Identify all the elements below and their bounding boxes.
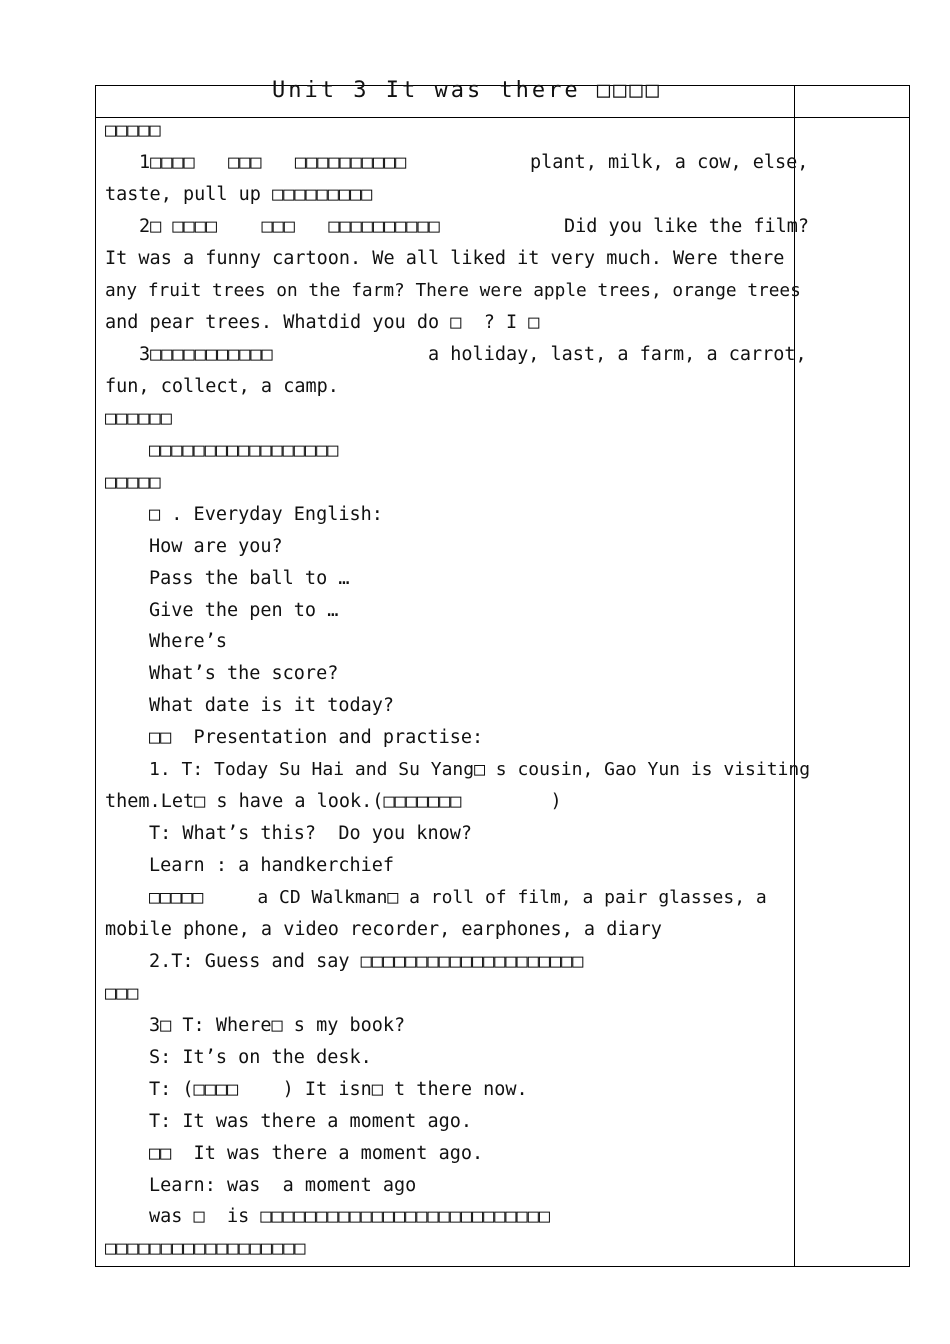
objective-3-words-cont: fun, collect, a camp. — [105, 376, 339, 397]
process-line: T: (□□□□ ) It isn□ t there now. — [149, 1079, 528, 1100]
process-line: them.Let□ s have a look.(□□□□□□□ ) — [105, 791, 562, 812]
process-line: was □ is □□□□□□□□□□□□□□□□□□□□□□□□□□ — [149, 1206, 550, 1227]
objective-3-label: 3□□□□□□□□□□□ — [139, 344, 273, 365]
objective-1-words-cont: taste, pull up □□□□□□□□□ — [105, 184, 373, 205]
objective-2-sentences-line-2: It was a funny cartoon. We all liked it very much. Were there — [105, 248, 785, 269]
process-line: □□ It was there a moment ago. — [149, 1143, 484, 1164]
process-line: Pass the ball to … — [149, 568, 350, 589]
focus-heading: □□□□□□ — [105, 408, 172, 429]
process-line: □□□□□□□□□□□□□□□□□□ — [105, 1238, 306, 1259]
process-line: T: What’s this? Do you know? — [149, 823, 473, 844]
process-line: □ . Everyday English: — [149, 504, 383, 525]
process-heading: □□□□□ — [105, 472, 161, 493]
objective-2-label: 2□ □□□□ □□□ □□□□□□□□□□ — [139, 216, 440, 237]
page-title: Unit 3 It was there □□□□ — [272, 78, 662, 103]
process-line: What’s the score? — [149, 663, 339, 684]
process-line: □□□□□ a CD Walkman□ a roll of film, a pair glasses, a — [149, 887, 767, 908]
process-line: How are you? — [149, 536, 283, 557]
process-line: mobile phone, a video recorder, earphones, a diary — [105, 919, 662, 940]
focus-text: □□□□□□□□□□□□□□□□□ — [149, 440, 339, 461]
process-line: Give the pen to … — [149, 600, 339, 621]
objective-1-label: 1□□□□ □□□ □□□□□□□□□□ — [139, 152, 407, 173]
objective-2-sentences: Did you like the film? — [564, 216, 810, 237]
process-line: What date is it today? — [149, 695, 395, 716]
process-line: 3□ T: Where□ s my book? — [149, 1015, 406, 1036]
process-line: □□□ — [105, 983, 139, 1004]
process-line: T: It was there a moment ago. — [149, 1111, 473, 1132]
process-line: □□ Presentation and practise: — [149, 727, 484, 748]
process-line: S: It’s on the desk. — [149, 1047, 372, 1068]
objective-1-words: plant, milk, a cow, else, — [530, 152, 809, 173]
objective-3-words: a holiday, last, a farm, a carrot, — [428, 344, 807, 365]
objectives-heading: □□□□□ — [105, 120, 161, 141]
process-line: 2.T: Guess and say □□□□□□□□□□□□□□□□□□□□ — [149, 951, 584, 972]
process-line: Learn: was a moment ago — [149, 1175, 417, 1196]
process-line: 1. T: Today Su Hai and Su Yang□ s cousin, Gao Yun is visiting — [149, 759, 811, 780]
process-line: Where’s — [149, 631, 227, 652]
process-line: Learn : a handkerchief — [149, 855, 395, 876]
objective-2-sentences-line-3: any fruit trees on the farm? There were apple trees, orange trees — [105, 280, 801, 301]
objective-2-sentences-line-4: and pear trees. Whatdid you do □ ? I □ — [105, 312, 540, 333]
column-divider — [794, 85, 795, 1267]
header-divider — [95, 117, 910, 118]
